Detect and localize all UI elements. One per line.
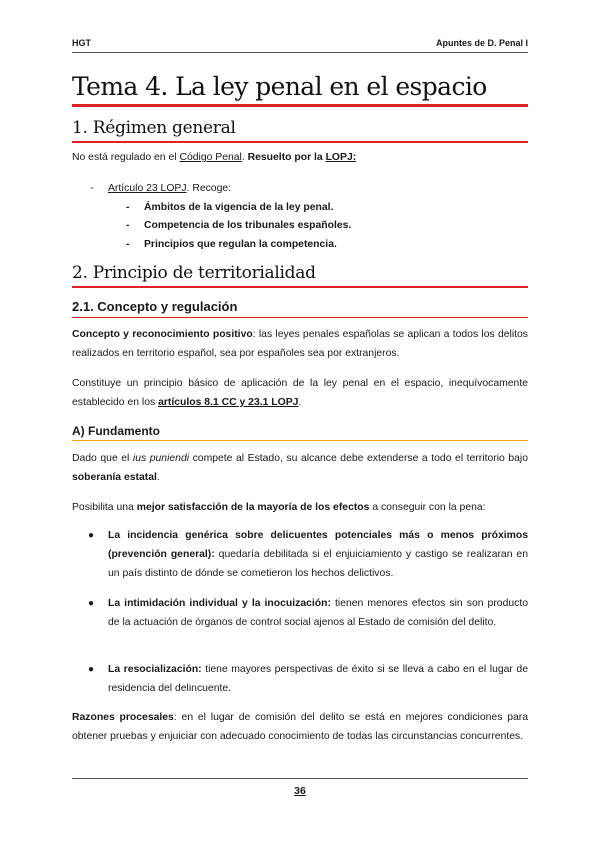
constituye-paragraph: Constituye un principio básico de aplicación de la ley penal en el espacio, inequívocamente establecido en los artículos 8.1 CC y 23.1 LOPJ. — [72, 378, 528, 408]
section-2-1-heading: 2.1. Concepto y regulación — [72, 298, 528, 318]
bullet-item: ● La intimidación individual y la inocuización: tienen menores efectos sin son producto de la actuación de órganos de control social ajenos al Estado de comisión del delito. — [72, 594, 528, 632]
sub-list-item: - Competencia de los tribunales españoles. — [126, 220, 352, 231]
dado-paragraph: Dado que el ius puniendi compete al Estado, su alcance debe extenderse a todo el territorio bajo soberanía estatal. — [72, 453, 528, 483]
page-header — [72, 36, 528, 53]
articulo-23-link[interactable]: Artículo 23 LOPJ — [108, 183, 187, 194]
codigo-penal-link[interactable]: Código Penal — [179, 152, 242, 163]
section-2-heading: 2. Principio de territorialidad — [72, 262, 528, 288]
bullet-icon: ● — [88, 598, 95, 609]
section-1-heading: 1. Régimen general — [72, 117, 528, 143]
page-footer — [72, 778, 528, 797]
concepto-paragraph: Concepto y reconocimiento positivo: las leyes penales españolas se aplican a todos los delitos realizados en territorio español, sea por españoles sea por extranjeros. — [72, 329, 528, 359]
header-left: HGT — [72, 38, 91, 48]
section-1-intro: No está regulado en el Código Penal. Resuelto por la LOPJ: — [72, 152, 357, 163]
bullet-icon: ● — [88, 530, 95, 541]
fundamento-heading: A) Fundamento — [72, 423, 528, 441]
bullet-item: ● La resocialización: tiene mayores perspectivas de éxito si se lleva a cabo en el lugar de residencia del delincuente. — [72, 660, 528, 698]
lopj-link[interactable]: LOPJ: — [325, 152, 357, 163]
razones-paragraph: Razones procesales: en el lugar de comisión del delito se está en mejores condiciones para obtener pruebas y enjuiciar con adecuado conocimiento de todas las circunstancias concurrentes. — [72, 712, 528, 742]
page-number: 36 — [294, 785, 306, 797]
posibilita-paragraph: Posibilita una mejor satisfacción de la mayoría de los efectos a conseguir con la pena: — [72, 502, 486, 513]
chapter-title: Tema 4. La ley penal en el espacio — [72, 72, 528, 107]
sub-list-item: - Principios que regulan la competencia. — [126, 239, 337, 250]
header-right: Apuntes de D. Penal I — [435, 38, 528, 48]
list-item: - Artículo 23 LOPJ. Recoge: — [90, 183, 232, 194]
bullet-icon: ● — [88, 664, 95, 675]
bullet-item: ● La incidencia genérica sobre delicuentes potenciales más o menos próximos (prevención general): quedaría debilitada si el enjuiciamiento y castigo se realizaran en un país distinto de dónde se cometieron los hechos delictivos. — [72, 526, 528, 583]
articulos-link[interactable]: artículos 8.1 CC y 23.1 LOPJ — [158, 397, 299, 408]
sub-list-item: - Ámbitos de la vigencia de la ley penal. — [126, 202, 334, 213]
